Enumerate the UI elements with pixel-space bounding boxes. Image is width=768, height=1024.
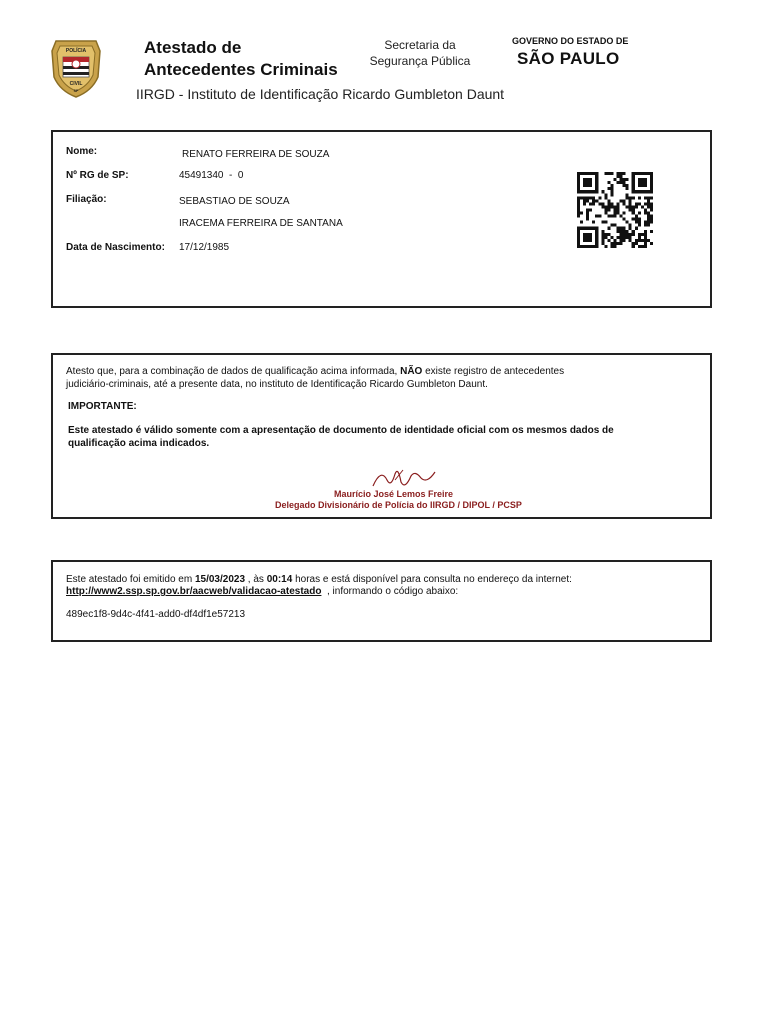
signatory-title: Delegado Divisionário de Polícia do IIRGD / DIPOL / PCSP [275, 500, 522, 510]
birth-date-label: Data de Nascimento: [66, 242, 165, 253]
emission-date: 15/03/2023 [194, 574, 246, 585]
statement-nao: NÃO [400, 366, 423, 377]
validation-link[interactable]: http://www2.ssp.sp.gov.br/aacweb/validacao-atestado [66, 586, 322, 597]
secretaria-line1: Secretaria da [384, 38, 456, 52]
statement-line1-pre: Atesto que, para a combinação de dados de qualificação acima informada, [66, 366, 401, 377]
document-title [144, 37, 338, 81]
signatory-name: Maurício José Lemos Freire [334, 489, 454, 499]
mother-name: IRACEMA FERREIRA DE SANTANA [179, 218, 343, 229]
state-name: SÃO PAULO [517, 49, 620, 68]
important-line2: qualificação acima indicados. [68, 438, 210, 449]
document-title-line2: Antecedentes Criminais [144, 60, 338, 79]
emission-post-time: horas e está disponível para consulta no endereço da internet: [292, 574, 572, 585]
statement-line1 [66, 365, 686, 378]
institute-name: IIRGD - Instituto de Identificação Ricardo Gumbleton Daunt [136, 86, 505, 102]
father-name: SEBASTIAO DE SOUZA [179, 196, 290, 207]
government-label: GOVERNO DO ESTADO DE [512, 36, 629, 46]
emission-pre-date: Este atestado foi emitido em [66, 574, 195, 585]
important-label: IMPORTANTE: [68, 401, 137, 412]
birth-date-value: 17/12/1985 [179, 242, 230, 253]
emission-info-box [51, 560, 712, 642]
secretaria-line2: Segurança Pública [369, 54, 471, 68]
document-title-line1: Atestado de [144, 38, 242, 57]
badge-sp-text: SP [73, 89, 79, 93]
statement-line1-post: existe registro de antecedentes [422, 366, 565, 377]
statement-line2: judiciário-criminais, até a presente data, no instituto de Identificação Ricardo Gumbleton Daunt. [66, 379, 488, 390]
validation-post-url: , informando o código abaixo: [321, 586, 459, 597]
signature-block [270, 460, 522, 512]
rg-label: Nº RG de SP: [66, 170, 129, 181]
rg-value: 45491340 - 0 [179, 170, 244, 181]
name-label: Nome: [66, 146, 98, 157]
emission-mid: , às [245, 574, 267, 585]
validation-line [66, 585, 696, 598]
signature-scribble-icon [365, 462, 445, 492]
badge-top-text: POLÍCIA [65, 48, 87, 54]
filiacao-label: Filiação: [66, 194, 107, 205]
name-value: RENATO FERREIRA DE SOUZA [182, 149, 330, 160]
policia-civil-badge-icon [50, 37, 102, 99]
secretaria-label [360, 37, 480, 69]
badge-bottom-text: CIVIL [69, 81, 83, 87]
qr-code-icon [576, 172, 654, 248]
important-line1: Este atestado é válido somente com a apresentação de documento de identidade oficial com os mesmos dados de [68, 425, 614, 436]
emission-time: 00:14 [266, 574, 293, 585]
validation-code: 489ec1f8-9d4c-4f41-add0-df4df1e57213 [66, 609, 246, 620]
